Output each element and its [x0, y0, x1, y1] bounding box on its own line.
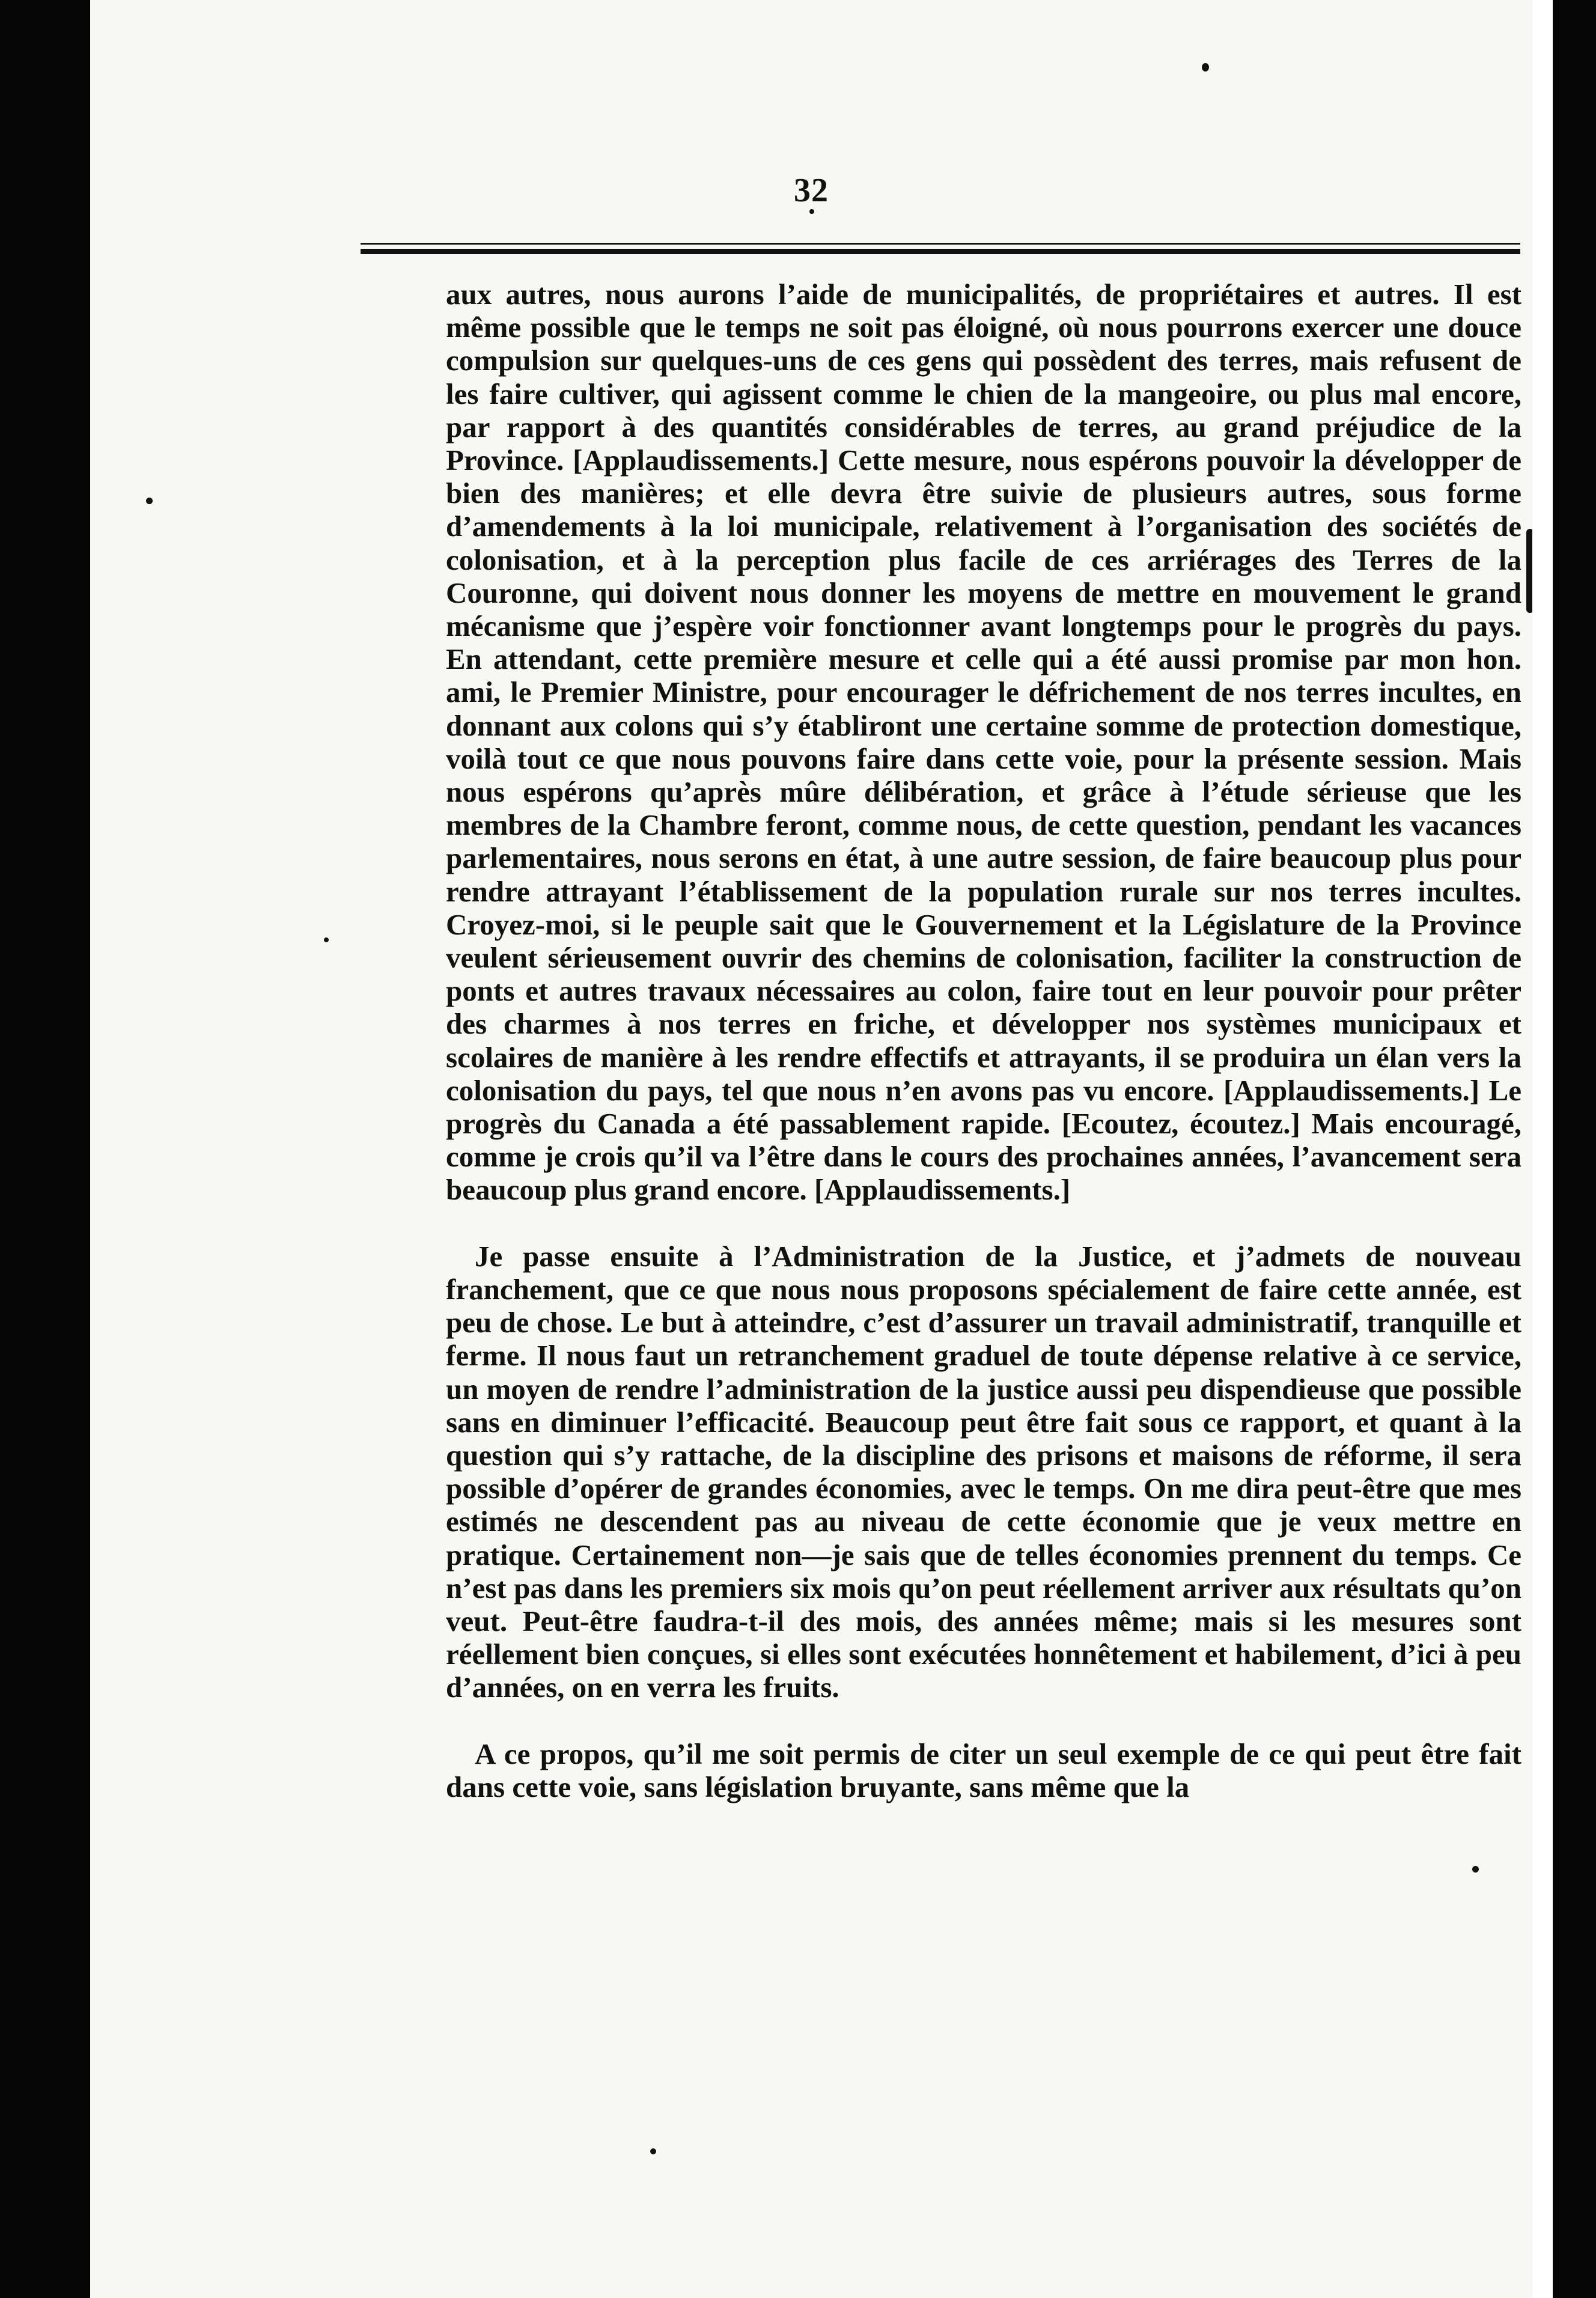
page-edge-right [1532, 0, 1553, 2298]
ink-speck [1472, 1866, 1479, 1873]
ink-speck [1202, 63, 1209, 72]
ink-speck [809, 209, 814, 214]
header-rule-thin [361, 243, 1520, 245]
body-text [446, 278, 1521, 1803]
paragraph-2: Je passe ensuite à l’Administration de la Justice, et j’admets de nouveau franchement, que ce que nous nous proposons spécialement de faire cette année, est peu de chose. Le but à atteindre, c’est d’assurer un travail administratif, tranquille et ferme. Il nous faut un retranchement graduel de toute dépense relative à ce service, un moyen de rendre l’administration de la justice aussi peu dispendieuse que possible sans en diminuer l’efficacité. Beaucoup peut être fait sous ce rapport, et quant à la question qui s’y rattache, de la discipline des prisons et maisons de réforme, il sera possible d’opérer de grandes économies, avec le temps. On me dira peut-être que mes estimés ne descendent pas au niveau de cette économie que je veux mettre en pratique. Certainement non—je sais que de telles économies prennent du temps. Ce n’est pas dans les premiers six mois qu’on peut réellement arriver aux résultats qu’on veut. Peut-être faudra-t-il des mois, des années même; mais si les mesures sont réellement bien conçues, si elles sont exécutées honnêtement et habilement, d’ici à peu d’années, on en verra les fruits. [446, 1239, 1521, 1704]
page-number: 32 [794, 172, 829, 209]
ink-speck [146, 498, 153, 504]
ink-speck [650, 2148, 656, 2154]
scanned-page [90, 0, 1532, 2298]
paragraph-3: A ce propos, qu’il me soit permis de citer un seul exemple de ce qui peut être fait dans cette voie, sans législation bruyante, sans même que la [446, 1737, 1521, 1803]
header-rule-thick [361, 249, 1520, 254]
paragraph-1: aux autres, nous aurons l’aide de municipalités, de propriétaires et autres. Il est même possible que le temps ne soit pas éloigné, où nous pourrons exercer une douce compulsion sur quelques-uns de ces gens qui possèdent des terres, mais refusent de les faire cultiver, qui agissent comme le chien de la mangeoire, ou plus mal encore, par rapport à des quantités considérables de terres, au grand préjudice de la Province. [Applaudissements.] Cette mesure, nous espérons pouvoir la développer de bien des manières; et elle devra être suivie de plusieurs autres, sous forme d’amendements à la loi municipale, relativement à l’organisation des sociétés de colonisation, et à la perception plus facile de ces arriérages des Terres de la Couronne, qui doivent nous donner les moyens de mettre en mouvement le grand mécanisme que j’espère voir fonctionner avant longtemps pour le progrès du pays. En attendant, cette première mesure et celle qui a été aussi promise par mon hon. ami, le Premier Ministre, pour encourager le défrichement de nos terres incultes, en donnant aux colons qui s’y établiront une certaine somme de protection domestique, voilà tout ce que nous pouvons faire dans cette voie, pour la présente session. Mais nous espérons qu’après mûre délibération, et grâce à l’étude sérieuse que les membres de la Chambre feront, comme nous, de cette question, pendant les vacances parlementaires, nous serons en état, à une autre session, de faire beaucoup plus pour rendre attrayant l’établissement de la population rurale sur nos terres incultes. Croyez-moi, si le peuple sait que le Gouvernement et la Législature de la Province veulent sérieusement ouvrir des chemins de colonisation, faciliter la construction de ponts et autres travaux nécessaires au colon, faire tout en leur pouvoir pour prêter des charmes à nos terres en friche, et développer nos systèmes municipaux et scolaires de manière à les rendre effectifs et attrayants, il se produira un élan vers la colonisation du pays, tel que nous n’en avons pas vu encore. [Applaudissements.] Le progrès du Canada a été passablement rapide. [Ecoutez, écoutez.] Mais encouragé, comme je crois qu’il va l’être dans le cours des prochaines années, l’avancement sera beaucoup plus grand encore. [Applaudissements.] [446, 278, 1521, 1207]
ink-speck [324, 937, 329, 942]
